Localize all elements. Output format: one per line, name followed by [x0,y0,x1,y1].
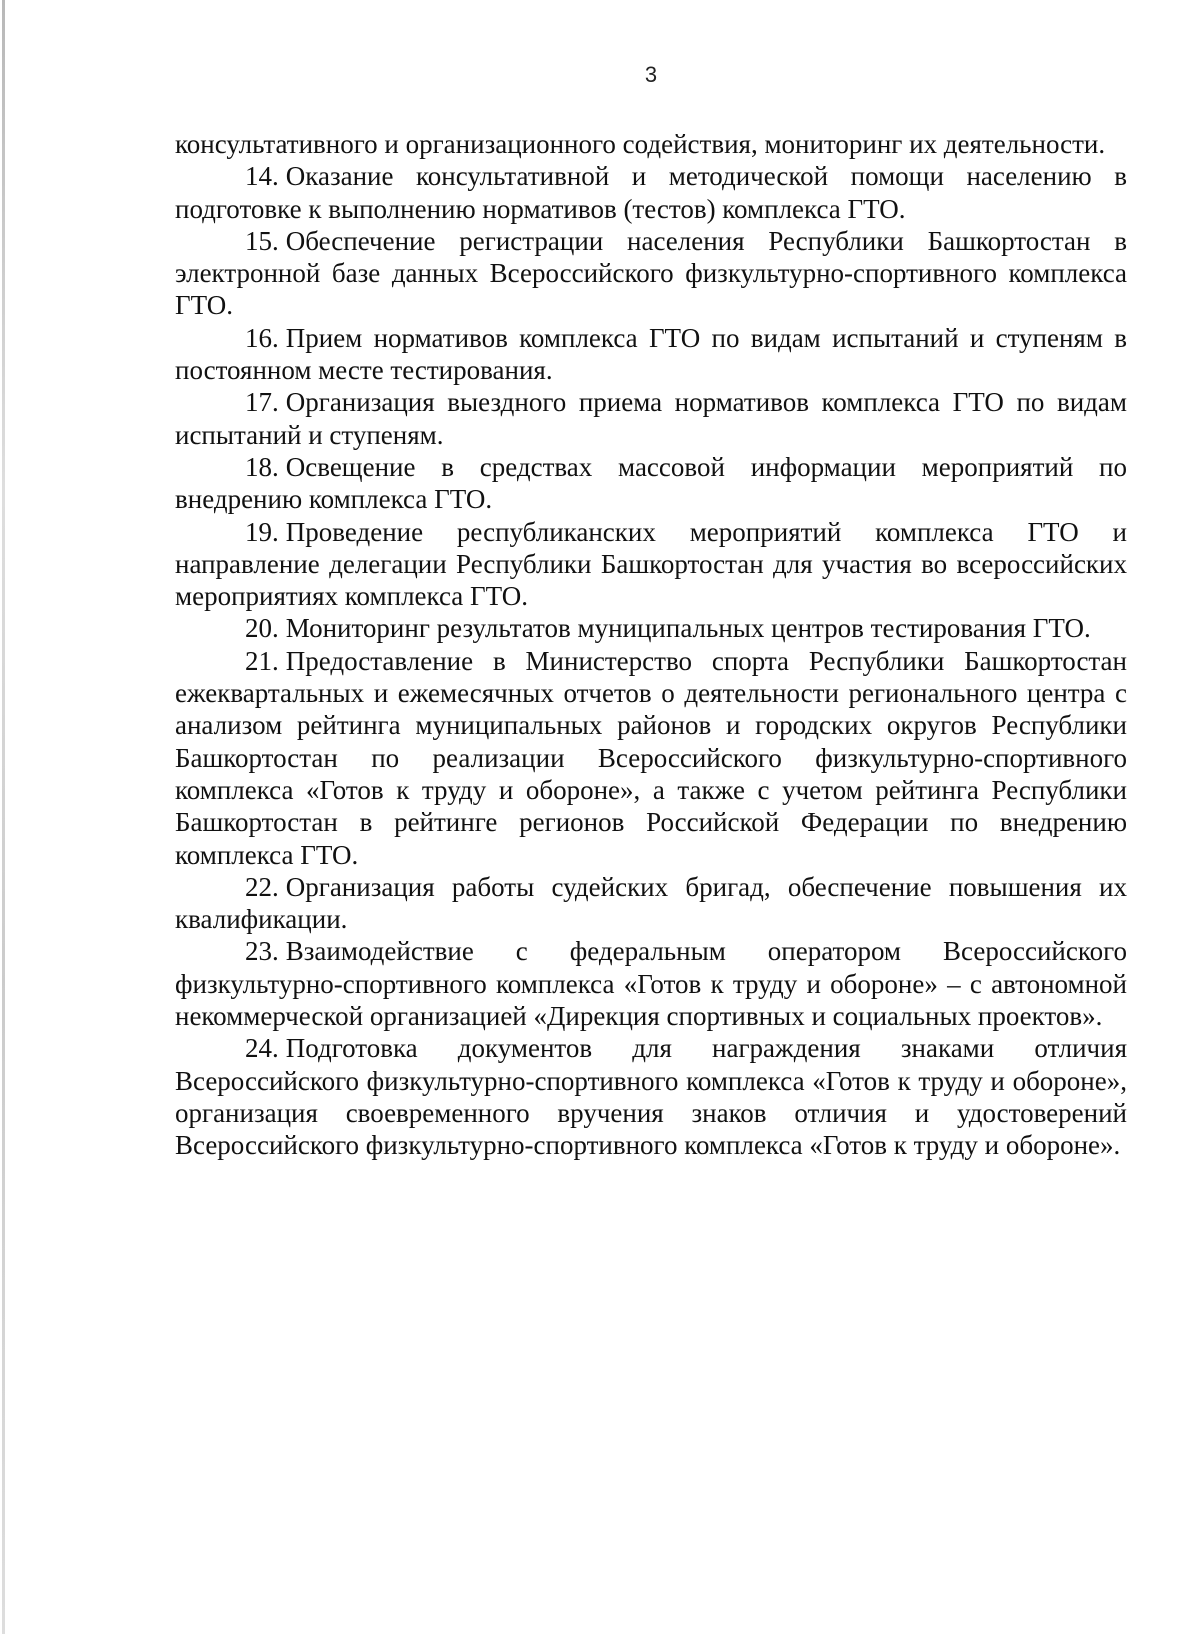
item-text: Взаимодействие с федеральным оператором Всероссийского физкультурно-спортивного комплекса «Готов к труду и обороне» – с автономной некоммерческой организацией «Дирекция спортивных и социальных проектов». [175,936,1127,1032]
item-text: Проведение республиканских мероприятий комплекса ГТО и направление делегации Республики Башкортостан для участия во всероссийских мероприятиях комплекса ГТО. [175,516,1127,612]
item-text: Мониторинг результатов муниципальных центров тестирования ГТО. [285,613,1091,644]
item-number: 20. [245,613,279,644]
list-item-20 [175,612,1127,644]
item-number: 17. [245,387,279,418]
scan-edge-shadow [2,0,5,1634]
item-number: 18. [245,451,279,482]
paragraph-continuation [175,128,1127,160]
item-number: 16. [245,322,279,353]
list-item-18 [175,451,1127,516]
list-item-16 [175,322,1127,387]
list-item-19 [175,516,1127,613]
item-number: 22. [245,871,279,902]
list-item-23 [175,935,1127,1032]
item-number: 15. [245,225,279,256]
item-number: 19. [245,516,279,547]
item-text: Предоставление в Министерство спорта Республики Башкортостан ежеквартальных и ежемесячных отчетов о деятельности регионального центра с анализом рейтинга муниципальных районов и городских округов Республики Башкортостан по реализации Всероссийского физкультурно-спортивного комплекса «Готов к труду и обороне», а также с учетом рейтинга Республики Башкортостан в рейтинге регионов Российской Федерации по внедрению комплекса ГТО. [175,645,1127,870]
item-text: Оказание консультативной и методической помощи населению в подготовке к выполнению нормативов (тестов) комплекса ГТО. [175,161,1127,224]
list-item-15 [175,225,1127,322]
item-number: 24. [245,1033,279,1064]
item-number: 21. [245,645,279,676]
list-item-17 [175,386,1127,451]
item-text: Обеспечение регистрации населения Республики Башкортостан в электронной базе данных Всероссийского физкультурно-спортивного комплекса ГТО. [175,225,1127,321]
list-item-22 [175,871,1127,936]
item-text: Освещение в средствах массовой информации мероприятий по внедрению комплекса ГТО. [175,451,1127,515]
item-text: Подготовка документов для награждения знаками отличия Всероссийского физкультурно-спортивного комплекса «Готов к труду и обороне», организация своевременного вручения знаков отличия и удостоверений Всероссийского физкультурно-спортивного комплекса «Готов к труду и обороне». [175,1033,1127,1161]
page-number: 3 [644,62,658,87]
document-body [175,128,1127,1162]
item-number: 23. [245,936,279,967]
item-text: Организация выездного приема нормативов комплекса ГТО по видам испытаний и ступеням. [175,387,1127,450]
paragraph-text: консультативного и организационного содействия, мониторинг их деятельности. [175,129,1106,159]
list-item-21 [175,645,1127,871]
list-item-24 [175,1032,1127,1161]
item-number: 14. [245,161,279,192]
item-text: Прием нормативов комплекса ГТО по видам испытаний и ступеням в постоянном месте тестирования. [175,322,1127,386]
list-item-14 [175,160,1127,225]
item-text: Организация работы судейских бригад, обеспечение повышения их квалификации. [175,871,1127,935]
